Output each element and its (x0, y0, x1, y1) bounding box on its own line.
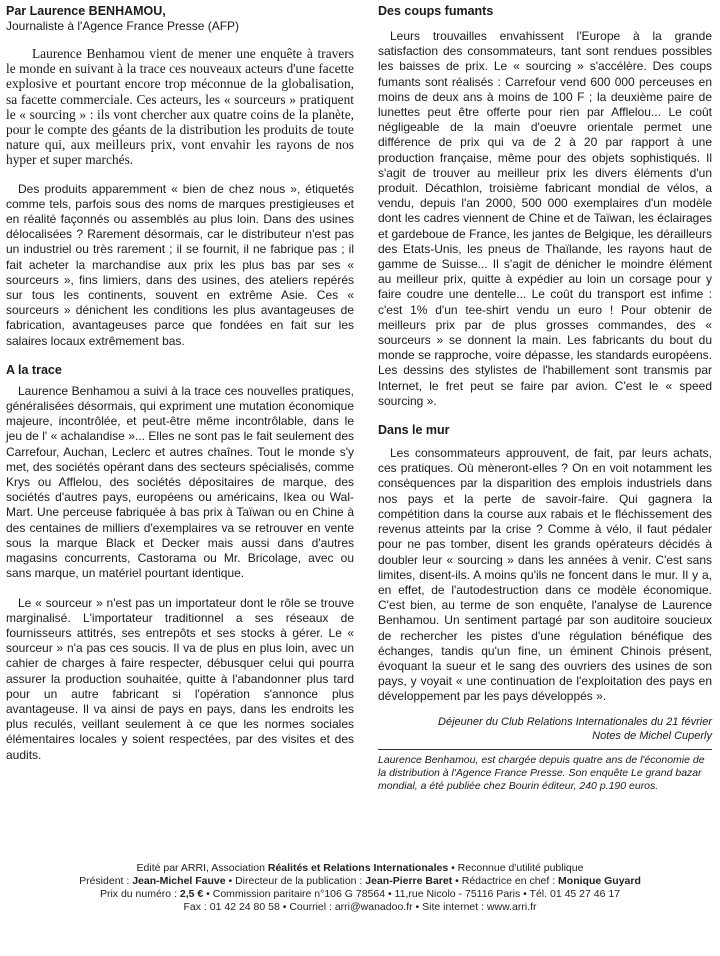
paragraph-mur: Les consommateurs approuvent, de fait, par leurs achats, ces pratiques. Où mèneront-elles ? On en voit notamment les conséquences par la disparition des emplois industriels dans nos pays et la perte de savoir-faire. Qui gagnera la compétition dans la course aux rabais et le fléchissement des revenus atteints par la crise ? Comme à vélo, il faut pédaler pour ne pas tomber, disent les grands opérateurs décidés à doubler leur « sourcing » dans les années à venir. C'est sans limites, disent-ils. A moins qu'ils ne foncent dans le mur. Il y a, en effet, de l'autodestruction dans ce modèle économique. C'est bien, au terme de son enquête, l'analyse de Laurence Benhamou. Un sentiment partagé par son auditoire soucieux de rechercher les pistes d'une régulation bénéfique des échanges, tandis qu'un fine, un éminent Chinois présent, évoquant la sueur et le sang des ouvriers des usines de son pays, y voyait « une continuation de l'exploitation des pays en développement par les pays développés ». (378, 446, 712, 704)
divider (378, 749, 712, 750)
heading-coups-fumants: Des coups fumants (378, 4, 494, 18)
author-byline: Par Laurence BENHAMOU, (6, 4, 166, 18)
right-column (378, 0, 712, 793)
footer-line-publisher: Edité par ARRI, Association Réalités et Relations Internationales • Reconnue d'utilité publique (136, 862, 584, 874)
author-affiliation: Journaliste à l'Agence France Presse (AFP) (6, 19, 240, 33)
notes-credit: Notes de Michel Cuperly (592, 729, 712, 742)
left-column (6, 0, 354, 763)
publication-footer (0, 862, 720, 914)
paragraph-products: Des produits apparemment « bien de chez nous », étiquetés comme tels, parfois sous des noms de marques prestigieuses et en réalité façonnés ou assemblés au plus loin. Dans des usines délocalisées ? Rarement désormais, car le distributeur n'est pas un industriel ou très rarement ; il se fournit, il ne fabrique pas ; il fait acheter la marchandise aux prix les plus bas par ses « sourceurs », fins limiers, dans des usines, des ateliers repérés sur tous les continents, souvent en extrême Asie. Ces « sourceurs » dénichent les conditions les plus avantageuses de fabrication, avantageuses parce que fondées en fait sur les salaires locaux extrêmement bas. (6, 181, 354, 348)
footer-line-price: Prix du numéro : 2,5 € • Commission paritaire n°106 G 78564 • 11,rue Nicolo - 75116 Paris • Tél. 01 45 27 46 17 (99, 888, 621, 900)
heading-dans-le-mur: Dans le mur (378, 423, 450, 438)
footer-line-staff: Président : Jean-Michel Fauve • Directeur de la publication : Jean-Pierre Baret • Rédactrice en chef : Monique Guyard (79, 875, 641, 887)
author-bio: Laurence Benhamou, est chargée depuis quatre ans de l'économie de la distribution à l'Agence France Presse. Son enquête Le grand bazar mondial, a été publiée chez Bourin éditeur, 240 p.190 euros. (378, 753, 705, 792)
intro-paragraph: Laurence Benhamou vient de mener une enquête à travers le monde en suivant à la trace ces nouveaux acteurs d'une facette explosive et pourtant encore trop méconnue de la globalisation, sa facette commerciale. Ces acteurs, les « sourceurs » pratiquent le « sourcing » : ils vont chercher aux quatre coins de la planète, pour le compte des géants de la distribution les produits de toute nature qui, aux meilleurs prix, vont envahir les rayons de nos hyper et super marchés. (6, 46, 354, 168)
paragraph-coups: Leurs trouvailles envahissent l'Europe à la grande satisfaction des consommateurs, tant sont rendues possibles les baisses de prix. Le « sourcing » s'accélère. Des coups fumants sont réalisés : Carrefour vend 600 000 perceuses en moins de deux ans à moins de 100 F ; la deuxième paire de lunettes peut être offerte pour rien par Afflelou... Le coût négligeable de la main d'oeuvre orientale permet une différence de prix qui va de 2 à 20 par rapport à une production française, même pour des objets sophistiqués. Il s'agit de trouver au meilleur prix les divers éléments d'un produit. Décathlon, troisième fabricant mondial de vélos, a vendu, depuis l'an 2000, 500 000 exemplaires d'un modèle dont les cadres viennent de Chine et de Taïwan, les éclairages et gardeboue de France, les jantes de Belgique, les dérailleurs des Etats-Unis, les pneus de Thaïlande, les rayons haut de gamme de Suisse... Il s'agit de dénicher le moindre élément au meilleur prix, quitte à expédier au loin un corsage pour y faire coudre une dentelle... Le coût du transport est infime : c'est 1% d'un tee-shirt vendu un euro ! Pour obtenir de meilleurs prix par de plus grosses commandes, des « sourceurs » se donnent la main. Les fabricants du bout du monde se rapproche, voire dépasse, les standards européens. Les dessins des stylistes de l'habillement sont transmis par Internet, le fret peut se faire par avion. C'est le « speed sourcing ». (378, 29, 712, 408)
paragraph-sourceur: Le « sourceur » n'est pas un importateur dont le rôle se trouve marginalisé. L'importateur traditionnel a ses réseaux de fournisseurs attitrés, ses entrepôts et ses stocks à gérer. Le « sourceur » n'a pas ces soucis. Il va de plus en plus loin, avec un cahier de charges à faire respecter, débusquer celui qui pourra assurer la production souhaitée, quitte à l'abandonner plus tard pour un autre fabricant si l'opération s'annonce plus avantageuse. Il va ainsi de pays en pays, dans les endroits les plus reculés, veillant seulement à ce que les normes sociales élémentaires locales y soient respectées, par des visites et des audits. (6, 595, 354, 762)
event-credit: Déjeuner du Club Relations Internationales du 21 février (438, 715, 712, 728)
paragraph-trace: Laurence Benhamou a suivi à la trace ces nouvelles pratiques, généralisées désormais, qui expriment une mutation économique majeure, incontrôlée, et peut-être même incontrôlable, dans le jeu de l' « achalandise »... Elles ne sont pas le fait seulement des Carrefour, Auchan, Leclerc et autres chaînes. Tout le monde s'y met, des sociétés opérant dans des secteurs spécialisés, comme Krys ou Afflelou, des sociétés dépositaires de marque, des sociétés d'autres pays, européens ou américains, Ikea ou Wal-Mart. Une perceuse fabriquée à bas prix à Taïwan ou en Chine à des centaines de milliers d'exemplaires va se retrouver en vente sous la marque Black et Decker mais aussi dans d'autres magasins concurrents, Castorama ou Mr. Bricolage, avec ou sans marque, un matériel pourtant identique. (6, 383, 354, 581)
heading-a-la-trace: A la trace (6, 362, 62, 377)
footer-line-contact: Fax : 01 42 24 80 58 • Courriel : arri@wanadoo.fr • Site internet : www.arri.fr (183, 901, 537, 913)
